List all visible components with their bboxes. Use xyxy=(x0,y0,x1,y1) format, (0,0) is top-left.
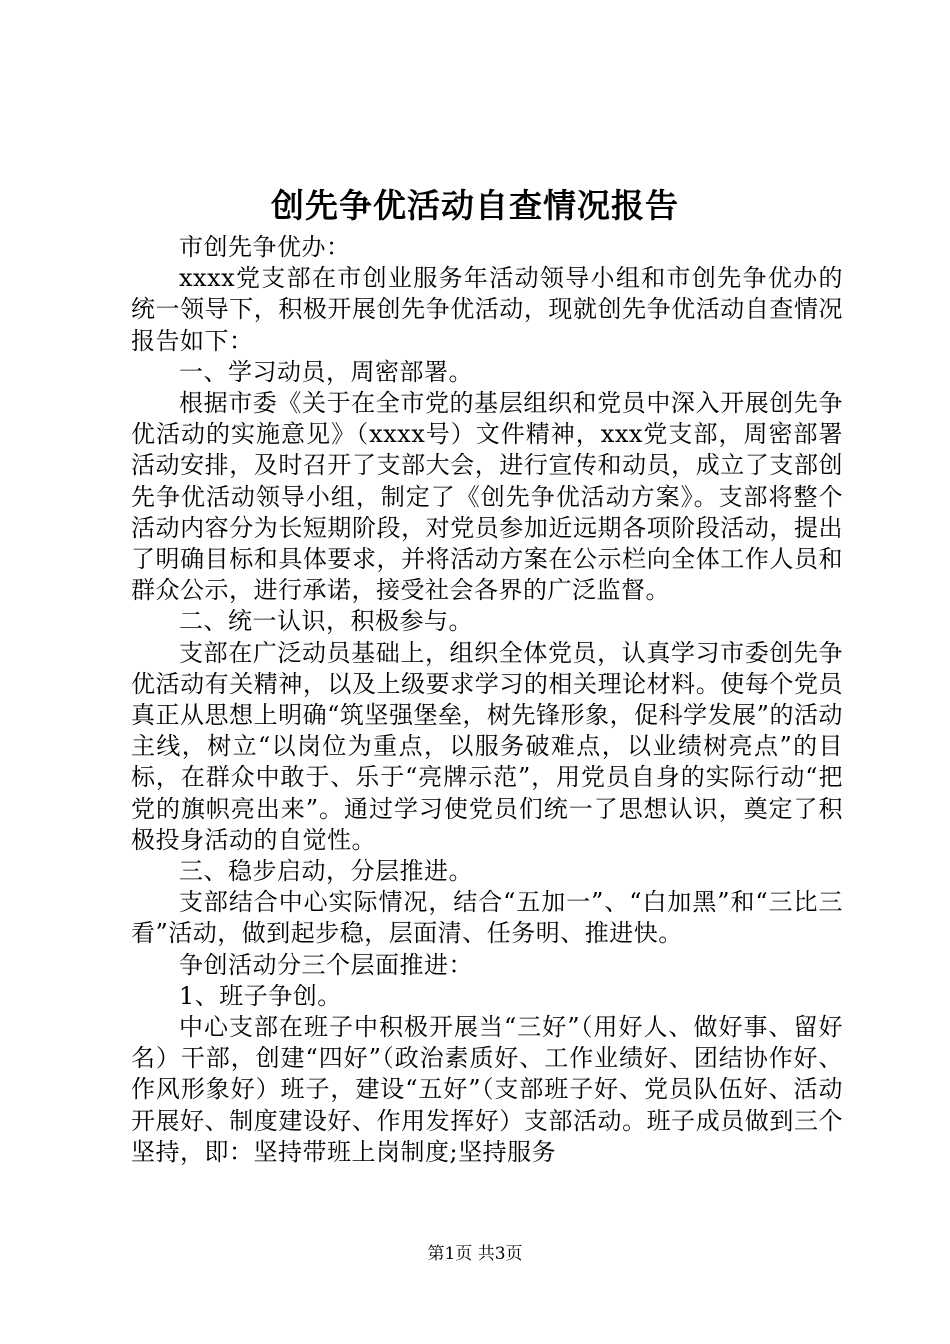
section-paragraph-4: 争创活动分三个层面推进： xyxy=(179,950,473,979)
document-title: 创先争优活动自查情况报告 xyxy=(271,186,679,225)
salutation: 市创先争优办： xyxy=(179,233,351,261)
intro-paragraph: xxxx党支部在市创业服务年活动领导小组和市创先争优办的统一领导下，积极开展创先争优活动，现就创先争优活动自查情况报告如下： xyxy=(131,264,843,355)
section-paragraph-2: 支部在广泛动员基础上，组织全体党员，认真学习市委创先争优活动有关精神，以及上级要求学习的相关理论材料。使每个党员真正从思想上明确“筑坚强堡垒，树先锋形象，促科学发展”的活动主线，树立“以岗位为重点，以服务破难点，以业绩树亮点”的目标，在群众中敢于、乐于“亮牌示范”，用党员自身的实际行动“把党的旗帜亮出来”。通过学习使党员们统一了思想认识，奠定了积极投身活动的自觉性。 xyxy=(131,638,843,854)
section-heading-1: 一、学习动员，周密部署。 xyxy=(179,357,473,386)
document-body xyxy=(131,232,843,1168)
page-footer: 第1页 共3页 xyxy=(427,1244,523,1264)
section-paragraph-1: 根据市委《关于在全市党的基层组织和党员中深入开展创先争优活动的实施意见》（xxxx号）文件精神，xxx党支部，周密部署活动安排，及时召开了支部大会，进行宣传和动员，成立了支部创先争优活动领导小组，制定了《创先争优活动方案》。支部将整个活动内容分为长短期阶段，对党员参加近远期各项阶段活动，提出了明确目标和具体要求，并将活动方案在公示栏向全体工作人员和群众公示，进行承诺，接受社会各界的广泛监督。 xyxy=(131,389,843,605)
section-heading-2: 二、统一认识，积极参与。 xyxy=(179,607,473,636)
subsection-paragraph-1: 中心支部在班子中积极开展当“三好”（用好人、做好事、留好名）干部，创建“四好”（政治素质好、工作业绩好、团结协作好、作风形象好）班子，建设“五好”（支部班子好、党员队伍好、活动开展好、制度建设好、作用发挥好）支部活动。班子成员做到三个坚持，即：坚持带班上岗制度;坚持服务 xyxy=(131,1013,843,1166)
section-paragraph-3: 支部结合中心实际情况，结合“五加一”、“白加黑”和“三比三看”活动，做到起步稳，层面清、任务明、推进快。 xyxy=(131,888,843,948)
subsection-heading-1: 1、班子争创。 xyxy=(179,981,342,1010)
section-heading-3: 三、稳步启动，分层推进。 xyxy=(179,857,473,886)
